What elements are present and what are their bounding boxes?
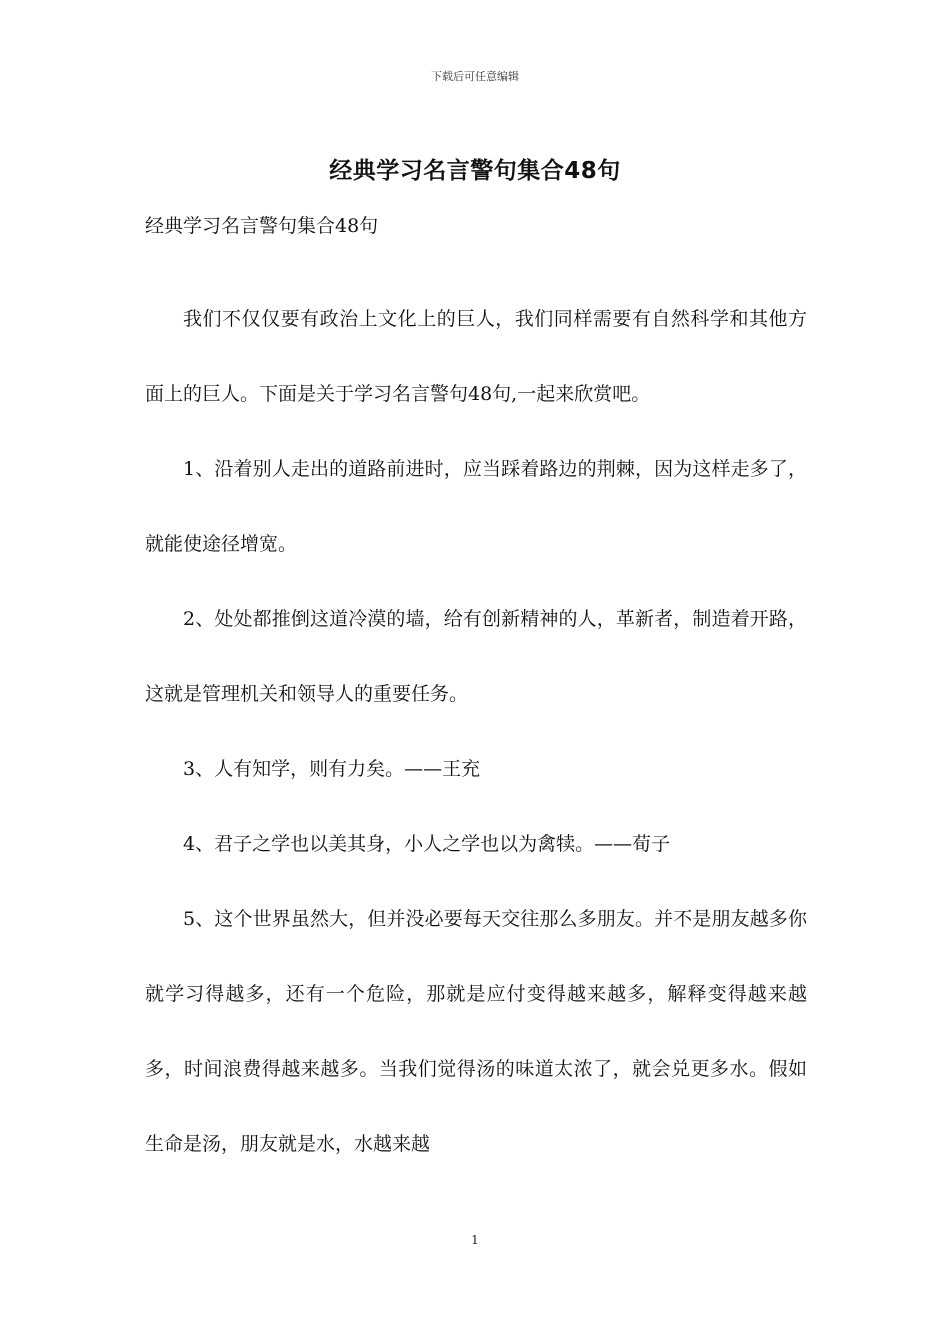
document-body — [145, 282, 807, 1182]
intro-paragraph: 我们不仅仅要有政治上文化上的巨人，我们同样需要有自然科学和其他方面上的巨人。下面是关于学习名言警句48句,一起来欣赏吧。 — [145, 308, 807, 405]
quote-paragraph-4: 4、君子之学也以美其身，小人之学也以为禽犊。——荀子 — [183, 833, 671, 855]
quote-paragraph-1: 1、沿着别人走出的道路前进时，应当踩着路边的荆棘，因为这样走多了，就能使途径增宽。 — [145, 458, 807, 555]
header-note: 下载后可任意编辑 — [431, 70, 519, 83]
quote-paragraph-3: 3、人有知学，则有力矣。——王充 — [183, 758, 481, 780]
quote-paragraph-2: 2、处处都推倒这道冷漠的墙，给有创新精神的人，革新者，制造着开路，这就是管理机关和领导人的重要任务。 — [145, 608, 807, 705]
document-subtitle: 经典学习名言警句集合48句 — [145, 215, 379, 237]
page-number: 1 — [471, 1233, 479, 1247]
quote-paragraph-5: 5、这个世界虽然大，但并没必要每天交往那么多朋友。并不是朋友越多你就学习得越多，还有一个危险，那就是应付变得越来越多，解释变得越来越多，时间浪费得越来越多。当我们觉得汤的味道太浓了，就会兑更多水。假如生命是汤，朋友就是水，水越来越 — [145, 908, 807, 1155]
document-title: 经典学习名言警句集合48句 — [329, 158, 621, 184]
